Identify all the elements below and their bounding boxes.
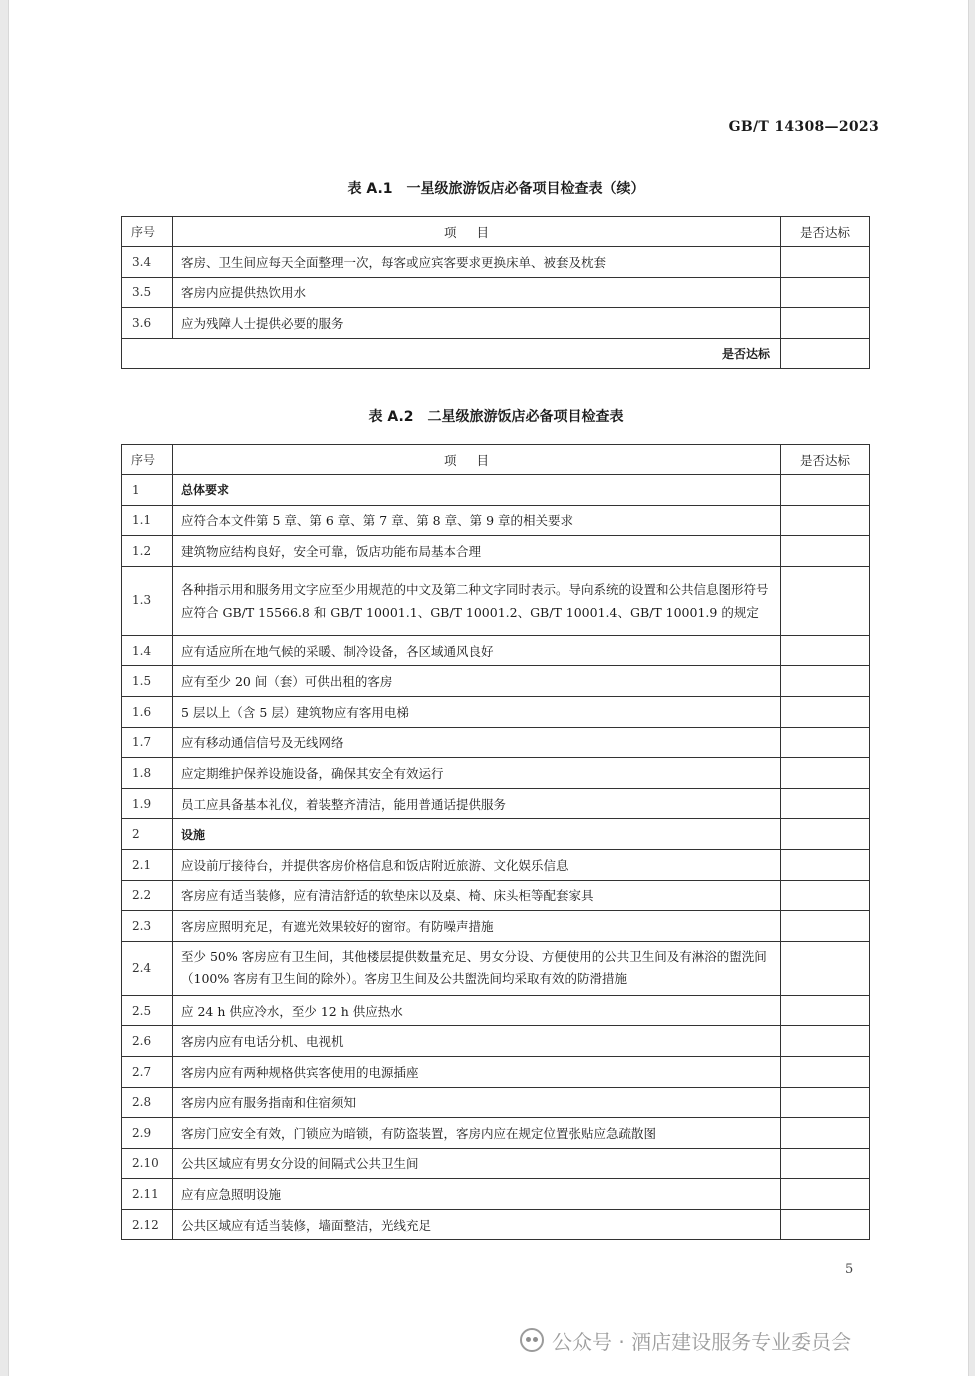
row-number: 1.2 xyxy=(122,536,173,567)
col-header-item: 项目 xyxy=(173,217,781,247)
row-item: 应 24 h 供应冷水，至少 12 h 供应热水 xyxy=(173,995,781,1026)
row-check-cell xyxy=(781,1209,870,1240)
table-summary-row xyxy=(122,338,870,369)
table-a1-caption: 表 A.1 一星级旅游饭店必备项目检查表（续） xyxy=(347,181,645,197)
row-number: 1.3 xyxy=(122,566,173,635)
table-row xyxy=(122,941,870,995)
row-item: 应有应急照明设施 xyxy=(173,1179,781,1210)
row-number: 2.11 xyxy=(122,1179,173,1210)
row-check-cell xyxy=(781,566,870,635)
table-header-row xyxy=(122,217,870,247)
watermark-text: 公众号 · 酒店建设服务专业委员会 xyxy=(552,1329,852,1354)
row-check-cell xyxy=(781,758,870,789)
col-header-item: 项目 xyxy=(173,445,781,475)
row-number: 1.1 xyxy=(122,505,173,536)
row-item: 客房内应提供热饮用水 xyxy=(173,277,781,308)
row-number: 2.9 xyxy=(122,1118,173,1149)
watermark xyxy=(520,1320,960,1360)
row-item: 设施 xyxy=(173,819,781,850)
row-check-cell xyxy=(781,788,870,819)
table-row xyxy=(122,849,870,880)
table-row xyxy=(122,277,870,308)
table-row xyxy=(122,247,870,278)
row-number: 1.7 xyxy=(122,727,173,758)
table-row xyxy=(122,1148,870,1179)
table-row xyxy=(122,995,870,1026)
row-check-cell xyxy=(781,1056,870,1087)
table-row xyxy=(122,911,870,942)
row-check-cell xyxy=(781,536,870,567)
row-number: 2.5 xyxy=(122,995,173,1026)
table-row xyxy=(122,758,870,789)
table-header-row xyxy=(122,445,870,475)
row-number: 2.4 xyxy=(122,941,173,995)
table-row xyxy=(122,1026,870,1057)
table-row xyxy=(122,880,870,911)
table-row xyxy=(122,505,870,536)
row-item: 员工应具备基本礼仪，着装整齐清洁，能用普通话提供服务 xyxy=(173,788,781,819)
summary-label: 是否达标 xyxy=(122,338,781,369)
row-check-cell xyxy=(781,1179,870,1210)
row-number: 2.8 xyxy=(122,1087,173,1118)
row-item: 公共区域应有适当装修，墙面整洁，光线充足 xyxy=(173,1209,781,1240)
col-header-ok: 是否达标 xyxy=(781,217,870,247)
row-check-cell xyxy=(781,505,870,536)
row-number: 1.6 xyxy=(122,696,173,727)
row-number: 2.7 xyxy=(122,1056,173,1087)
row-number: 1 xyxy=(122,475,173,506)
row-item: 应有移动通信信号及无线网络 xyxy=(173,727,781,758)
summary-check-cell xyxy=(781,338,870,369)
row-number: 2.2 xyxy=(122,880,173,911)
row-item: 客房门应安全有效，门锁应为暗锁，有防盗装置，客房内应在规定位置张贴应急疏散图 xyxy=(173,1118,781,1149)
row-item: 建筑物应结构良好，安全可靠，饭店功能布局基本合理 xyxy=(173,536,781,567)
table-row xyxy=(122,666,870,697)
row-check-cell xyxy=(781,696,870,727)
table-a1 xyxy=(121,216,870,369)
table-row xyxy=(122,308,870,339)
row-check-cell xyxy=(781,941,870,995)
row-check-cell xyxy=(781,247,870,278)
table-row xyxy=(122,1179,870,1210)
row-item: 应设前厅接待台，并提供客房价格信息和饭店附近旅游、文化娱乐信息 xyxy=(173,849,781,880)
table-a2-caption: 表 A.2 二星级旅游饭店必备项目检查表 xyxy=(368,409,624,425)
table-row xyxy=(122,1087,870,1118)
row-check-cell xyxy=(781,911,870,942)
row-item: 客房内应有电话分机、电视机 xyxy=(173,1026,781,1057)
row-number: 2.12 xyxy=(122,1209,173,1240)
row-check-cell xyxy=(781,1118,870,1149)
row-item: 至少 50% 客房应有卫生间，其他楼层提供数量充足、男女分设、方便使用的公共卫生间及有淋浴的盥洗间（100% 客房有卫生间的除外）。客房卫生间及公共盥洗间均采取有效的防滑措施 xyxy=(173,941,781,995)
table-row xyxy=(122,1118,870,1149)
row-check-cell xyxy=(781,1087,870,1118)
row-item: 客房、卫生间应每天全面整理一次，每客或应宾客要求更换床单、被套及枕套 xyxy=(173,247,781,278)
row-check-cell xyxy=(781,727,870,758)
row-check-cell xyxy=(781,635,870,666)
row-item: 客房应照明充足，有遮光效果较好的窗帘。有防噪声措施 xyxy=(173,911,781,942)
table-row xyxy=(122,536,870,567)
row-number: 1.4 xyxy=(122,635,173,666)
row-item: 应定期维护保养设施设备，确保其安全有效运行 xyxy=(173,758,781,789)
row-check-cell xyxy=(781,666,870,697)
table-row xyxy=(122,696,870,727)
row-number: 3.5 xyxy=(122,277,173,308)
table-row xyxy=(122,1209,870,1240)
row-item: 客房应有适当装修，应有清洁舒适的软垫床以及桌、椅、床头柜等配套家具 xyxy=(173,880,781,911)
row-check-cell xyxy=(781,880,870,911)
row-number: 2 xyxy=(122,819,173,850)
row-item: 客房内应有两种规格供宾客使用的电源插座 xyxy=(173,1056,781,1087)
table-row xyxy=(122,635,870,666)
row-number: 3.4 xyxy=(122,247,173,278)
row-number: 2.6 xyxy=(122,1026,173,1057)
row-check-cell xyxy=(781,308,870,339)
col-header-no: 序号 xyxy=(122,217,173,247)
col-header-no: 序号 xyxy=(122,445,173,475)
row-item: 应为残障人士提供必要的服务 xyxy=(173,308,781,339)
row-number: 1.9 xyxy=(122,788,173,819)
row-item: 5 层以上（含 5 层）建筑物应有客用电梯 xyxy=(173,696,781,727)
row-number: 1.8 xyxy=(122,758,173,789)
wechat-icon xyxy=(520,1328,544,1352)
row-check-cell xyxy=(781,277,870,308)
row-item: 客房内应有服务指南和住宿须知 xyxy=(173,1087,781,1118)
row-check-cell xyxy=(781,1148,870,1179)
row-number: 2.10 xyxy=(122,1148,173,1179)
row-item: 各种指示用和服务用文字应至少用规范的中文及第二种文字同时表示。导向系统的设置和公共信息图形符号应符合 GB/T 15566.8 和 GB/T 10001.1、GB/T 10001.2、GB/T 10001.4、GB/T 10001.9 的规定 xyxy=(173,566,781,635)
table-a2 xyxy=(121,444,870,1240)
row-check-cell xyxy=(781,819,870,850)
row-number: 2.1 xyxy=(122,849,173,880)
page-number: 5 xyxy=(845,1262,854,1277)
row-item: 应有至少 20 间（套）可供出租的客房 xyxy=(173,666,781,697)
row-number: 2.3 xyxy=(122,911,173,942)
table-row xyxy=(122,788,870,819)
col-header-ok: 是否达标 xyxy=(781,445,870,475)
row-number: 3.6 xyxy=(122,308,173,339)
row-item: 应有适应所在地气候的采暖、制冷设备，各区域通风良好 xyxy=(173,635,781,666)
table-row xyxy=(122,566,870,635)
row-item: 应符合本文件第 5 章、第 6 章、第 7 章、第 8 章、第 9 章的相关要求 xyxy=(173,505,781,536)
row-number: 1.5 xyxy=(122,666,173,697)
table-row xyxy=(122,1056,870,1087)
table-row xyxy=(122,727,870,758)
document-page xyxy=(8,0,969,1376)
standard-code: GB/T 14308—2023 xyxy=(728,119,879,135)
row-check-cell xyxy=(781,1026,870,1057)
row-check-cell xyxy=(781,475,870,506)
row-item: 公共区域应有男女分设的间隔式公共卫生间 xyxy=(173,1148,781,1179)
table-row xyxy=(122,475,870,506)
row-check-cell xyxy=(781,995,870,1026)
row-check-cell xyxy=(781,849,870,880)
row-item: 总体要求 xyxy=(173,475,781,506)
table-row xyxy=(122,819,870,850)
